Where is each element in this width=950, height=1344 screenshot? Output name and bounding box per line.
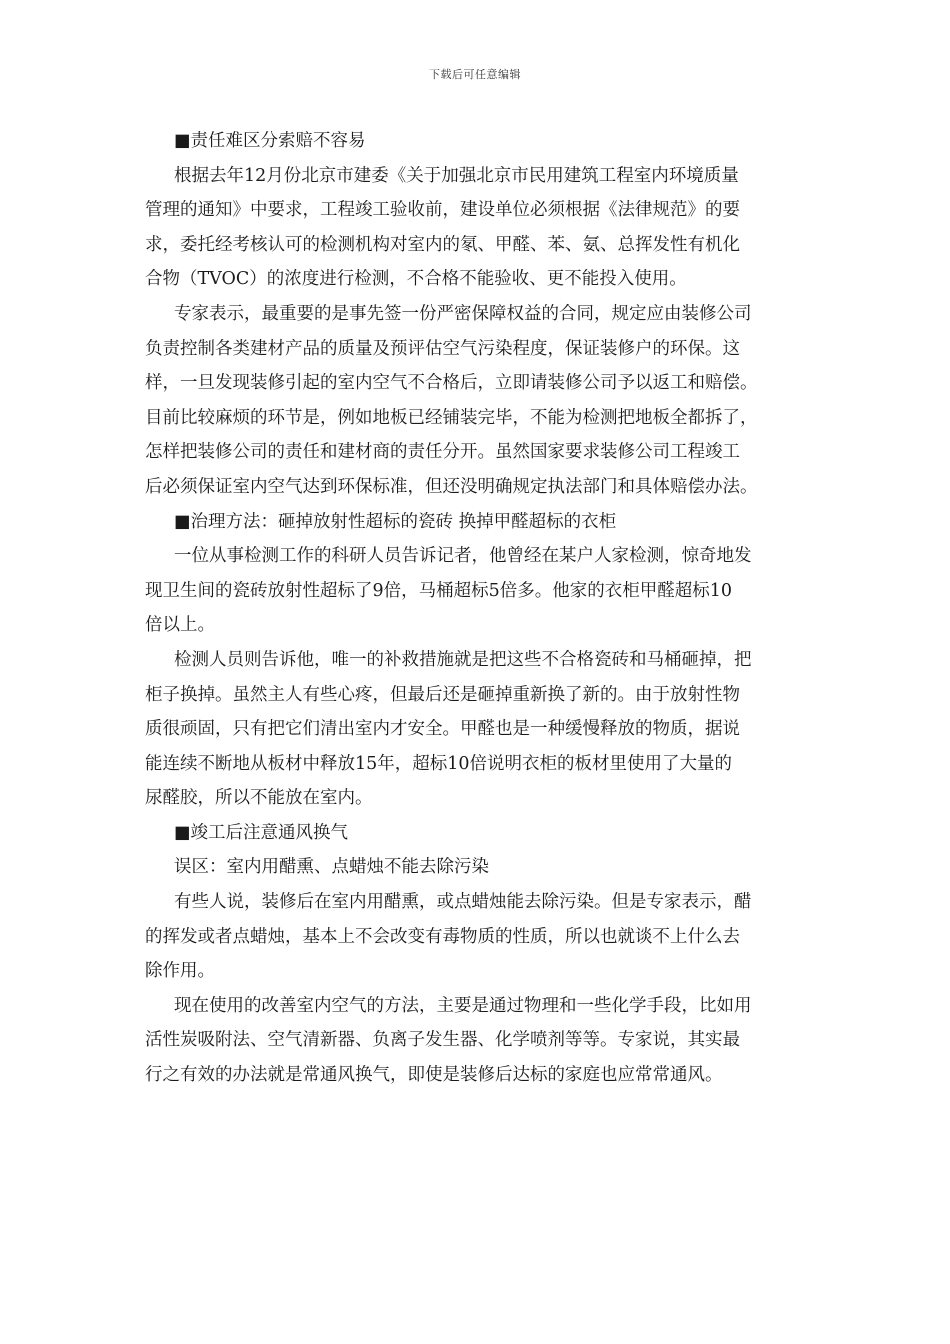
section-heading: ■责任难区分索赔不容易 [174,131,366,151]
paragraph-line: 有些人说，装修后在室内用醋熏，或点蜡烛能去除污染。但是专家表示，醋 [174,892,752,913]
paragraph-line: 活性炭吸附法、空气清新器、负离子发生器、化学喷剂等等。专家说，其实最 [145,1030,740,1051]
paragraph-line: 能连续不断地从板材中释放15年，超标10倍说明衣柜的板材里使用了大量的 [145,753,733,774]
paragraph-line: 现在使用的改善室内空气的方法，主要是通过物理和一些化学手段，比如用 [174,995,752,1016]
page-header: 下载后可任意编辑 [429,68,521,81]
subheading-line: 误区：室内用醋熏、点蜡烛不能去除污染 [174,857,489,878]
paragraph-line: 除作用。 [145,961,215,982]
paragraph-line: 合物（TVOC）的浓度进行检测，不合格不能验收、更不能投入使用。 [145,269,687,290]
paragraph-line: 现卫生间的瓷砖放射性超标了9倍，马桶超标5倍多。他家的衣柜甲醛超标10 [145,580,733,601]
paragraph-line: 负责控制各类建材产品的质量及预评估空气污染程度，保证装修户的环保。这 [145,338,740,359]
paragraph-line: 管理的通知》中要求，工程竣工验收前，建设单位必须根据《法律规范》的要 [145,200,740,221]
paragraph-line: 行之有效的办法就是常通风换气，即使是装修后达标的家庭也应常常通风。 [145,1065,723,1086]
paragraph-line: 求，委托经考核认可的检测机构对室内的氡、甲醛、苯、氨、总挥发性有机化 [145,234,740,255]
section-heading: ■竣工后注意通风换气 [174,822,349,843]
section-heading: ■治理方法：砸掉放射性超标的瓷砖 换掉甲醛超标的衣柜 [174,511,617,532]
paragraph-line: 检测人员则告诉他，唯一的补救措施就是把这些不合格瓷砖和马桶砸掉，把 [174,649,752,670]
paragraph-line: 一位从事检测工作的科研人员告诉记者，他曾经在某户人家检测，惊奇地发 [174,546,752,567]
paragraph-line: 样，一旦发现装修引起的室内空气不合格后，立即请装修公司予以返工和赔偿。 [145,373,758,394]
paragraph-line: 的挥发或者点蜡烛，基本上不会改变有毒物质的性质，所以也就谈不上什么去 [145,926,740,947]
document-body [145,124,817,1093]
paragraph-line: 专家表示，最重要的是事先签一份严密保障权益的合同，规定应由装修公司 [174,303,752,324]
paragraph-line: 质很顽固，只有把它们清出室内才安全。甲醛也是一种缓慢释放的物质，据说 [145,719,740,740]
paragraph-line: 怎样把装修公司的责任和建材商的责任分开。虽然国家要求装修公司工程竣工 [145,442,740,463]
paragraph-line: 倍以上。 [145,615,215,636]
paragraph-line: 目前比较麻烦的环节是，例如地板已经铺装完毕，不能为检测把地板全都拆了， [145,407,758,428]
paragraph-line: 后必须保证室内空气达到环保标准，但还没明确规定执法部门和具体赔偿办法。 [145,476,758,497]
paragraph-line: 根据去年12月份北京市建委《关于加强北京市民用建筑工程室内环境质量 [174,165,739,186]
paragraph-line: 柜子换掉。虽然主人有些心疼，但最后还是砸掉重新换了新的。由于放射性物 [145,684,740,705]
paragraph-line: 尿醛胶，所以不能放在室内。 [145,788,373,809]
